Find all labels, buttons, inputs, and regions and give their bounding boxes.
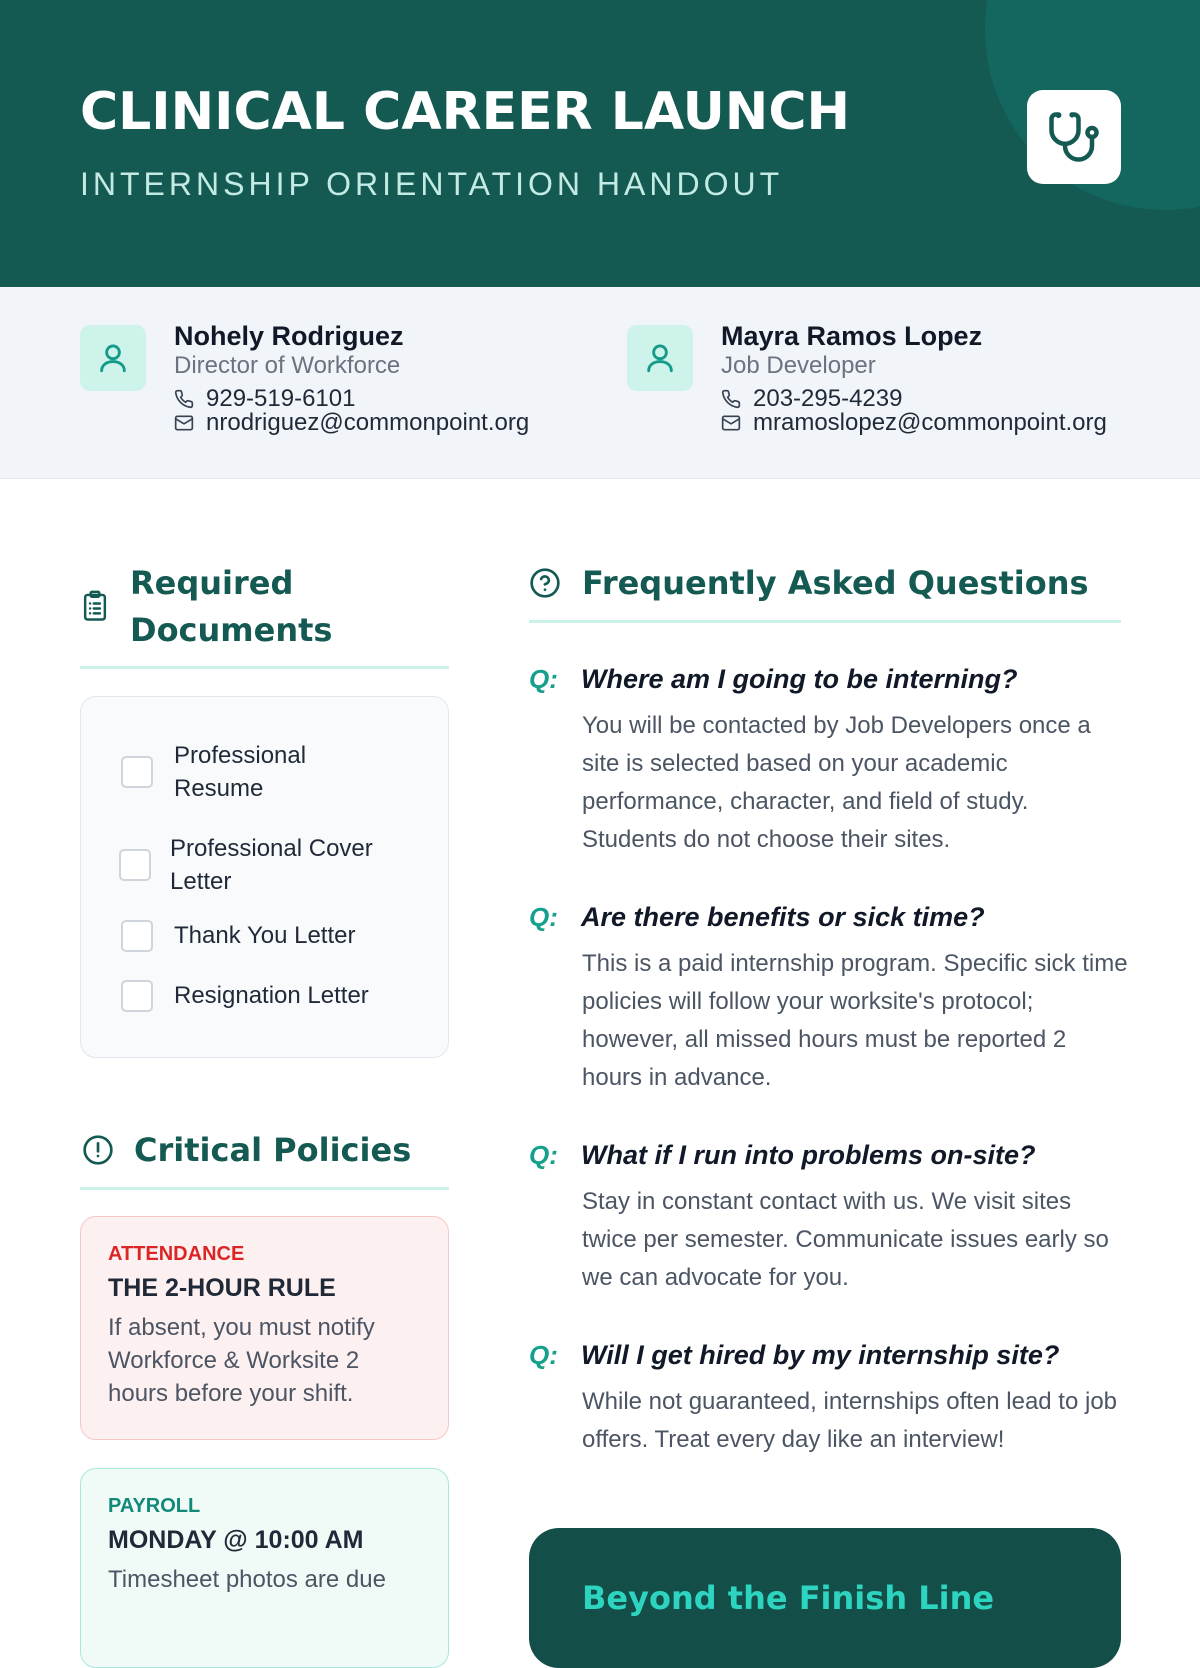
faq-question: [529, 1140, 1129, 1171]
checklist-label: Professional Resume: [174, 742, 307, 802]
question-text: Are there benefits or sick time?: [581, 902, 985, 932]
help-circle-icon: [529, 567, 561, 599]
checklist-item[interactable]: [121, 919, 394, 952]
policy-body: If absent, you must notify Workforce & Worksite 2 hours before your shift.: [108, 1314, 375, 1407]
checklist-item[interactable]: [121, 979, 394, 1012]
faq-answer: While not guaranteed, internships often lead to job offers. Treat every day like an interview!: [582, 1388, 1118, 1453]
policy-card-payroll: [80, 1468, 449, 1668]
policy-title: THE 2-HOUR RULE: [108, 1274, 336, 1302]
checkbox[interactable]: [121, 756, 153, 788]
checkbox[interactable]: [121, 920, 153, 952]
contact-name: Nohely Rodriguez: [174, 321, 404, 351]
avatar: [627, 325, 693, 391]
documents-heading: [80, 560, 449, 669]
faq-question: [529, 1340, 1129, 1371]
checklist-item[interactable]: [119, 832, 390, 898]
faq-answer: This is a paid internship program. Specific sick time policies will follow your worksite's protocol; however, all missed hours must be reported 2 hours in advance.: [582, 950, 1128, 1091]
checklist-label: Resignation Letter: [174, 982, 369, 1009]
faq-item: [529, 1340, 1129, 1459]
policies-heading: [80, 1127, 449, 1190]
faq-answer: Stay in constant contact with us. We visit sites twice per semester. Communicate issues early so we can advocate for you.: [582, 1188, 1109, 1291]
documents-title: Required Documents: [130, 564, 333, 649]
checkbox[interactable]: [121, 980, 153, 1012]
policy-title: MONDAY @ 10:00 AM: [108, 1526, 364, 1554]
faq-item: [529, 902, 1129, 1097]
phone-number: 929-519-6101: [206, 385, 356, 412]
avatar: [80, 325, 146, 391]
checklist-label: Thank You Letter: [174, 922, 356, 949]
policy-tag: ATTENDANCE: [108, 1243, 245, 1265]
mail-icon: [721, 413, 741, 433]
question-text: What if I run into problems on-site?: [581, 1140, 1036, 1170]
faq-item: [529, 664, 1129, 859]
checkbox[interactable]: [119, 849, 151, 881]
checklist-item[interactable]: [121, 739, 394, 805]
documents-checklist: [80, 696, 449, 1058]
question-text: Will I get hired by my internship site?: [581, 1340, 1060, 1370]
contact-name: Mayra Ramos Lopez: [721, 321, 983, 351]
faq-answer: You will be contacted by Job Developers once a site is selected based on your academic performance, character, and field of study. Students do not choose their sites.: [582, 712, 1091, 853]
contacts-band: [0, 287, 1200, 479]
banner-title: Beyond the Finish Line: [582, 1579, 995, 1617]
question-marker: Q:: [529, 1340, 558, 1370]
policy-card-attendance: [80, 1216, 449, 1440]
checklist-label: Professional Cover Letter: [170, 835, 373, 895]
faq-heading: [529, 560, 1121, 623]
phone-icon: [174, 389, 194, 409]
faq-question: [529, 664, 1129, 695]
alert-circle-icon: [82, 1134, 114, 1166]
page-subtitle: INTERNSHIP ORIENTATION HANDOUT: [80, 166, 784, 202]
contact-role: Job Developer: [721, 352, 876, 379]
user-icon: [96, 341, 130, 375]
email-address: nrodriguez@commonpoint.org: [206, 409, 530, 436]
stethoscope-icon: [1047, 110, 1101, 164]
policies-title: Critical Policies: [134, 1131, 412, 1169]
policy-tag: PAYROLL: [108, 1495, 201, 1517]
question-marker: Q:: [529, 1140, 558, 1170]
question-text: Where am I going to be interning?: [581, 664, 1018, 694]
contact-email[interactable]: [721, 409, 1107, 437]
user-icon: [643, 341, 677, 375]
logo-badge: [1027, 90, 1121, 184]
phone-number: 203-295-4239: [753, 385, 903, 412]
question-marker: Q:: [529, 902, 558, 932]
faq-item: [529, 1140, 1129, 1297]
mail-icon: [174, 413, 194, 433]
clipboard-list-icon: [82, 590, 108, 622]
contact-email[interactable]: [174, 409, 529, 437]
next-steps-banner: [529, 1528, 1121, 1668]
email-address: mramoslopez@commonpoint.org: [753, 409, 1107, 436]
policy-body: Timesheet photos are due: [108, 1566, 386, 1593]
faq-question: [529, 902, 1129, 933]
faq-title: Frequently Asked Questions: [582, 564, 1089, 602]
contact-role: Director of Workforce: [174, 352, 401, 379]
page-title: CLINICAL CAREER LAUNCH: [80, 82, 850, 142]
question-marker: Q:: [529, 664, 558, 694]
phone-icon: [721, 389, 741, 409]
page-header: [0, 0, 1200, 287]
